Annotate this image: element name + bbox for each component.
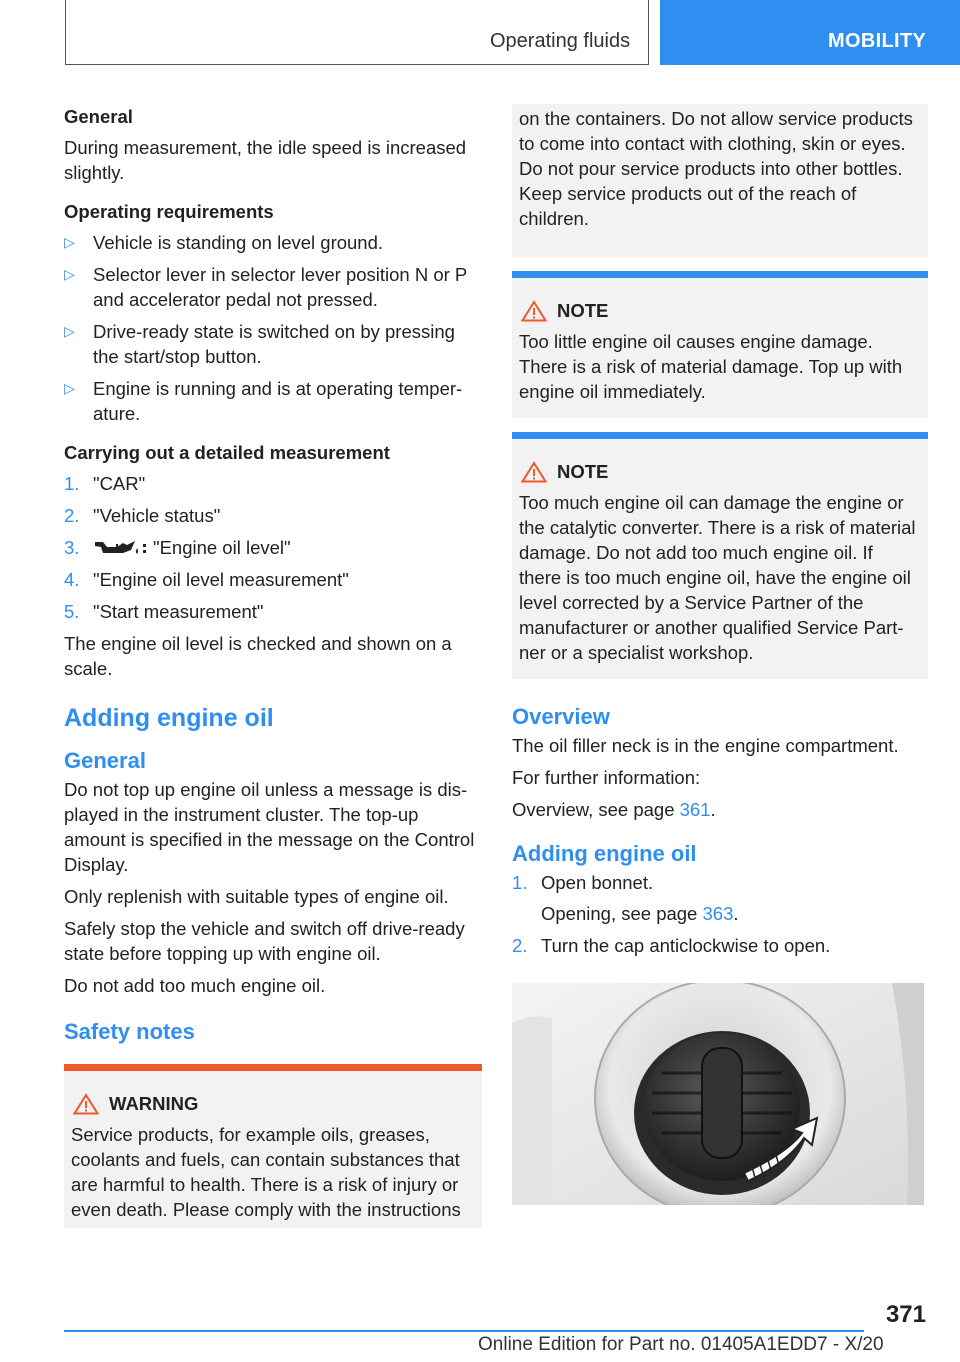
overview-text-2: For further information: xyxy=(512,767,701,788)
warning-triangle-icon xyxy=(521,461,547,483)
list-item: 3. "Engine oil level" xyxy=(64,537,291,558)
general-heading: General xyxy=(64,106,133,127)
overview-heading: Overview xyxy=(512,704,610,729)
note-box-1 xyxy=(512,271,928,418)
list-item: ▷ Vehicle is standing on level ground. xyxy=(64,232,384,253)
header-tab-label: MOBILITY xyxy=(828,30,926,52)
warning-label: WARNING xyxy=(109,1093,199,1114)
overview-text-3: Overview, see page 361. xyxy=(512,799,716,820)
list-item: 1. "CAR" xyxy=(64,473,146,494)
warning-continued-text: on the containers. Do not allow service products to come into contact with clothing, skin or eyes. Do not pour service products into other bottles. Keep service products out of the reach of children. xyxy=(519,108,913,229)
general2-text-2: Only replenish with suitable types of engine oil. xyxy=(64,886,449,907)
triangle-bullet-icon: ▷ xyxy=(64,380,75,396)
scale-text: The engine oil level is checked and shown on a scale. xyxy=(64,633,452,679)
list-item: 2. Turn the cap anticlockwise to open. xyxy=(512,935,831,956)
general2-text-3: Safely stop the vehicle and switch off drive-ready state before topping up with engine oil. xyxy=(64,918,465,964)
adding-oil-heading: Adding engine oil xyxy=(64,704,274,732)
triangle-bullet-icon: ▷ xyxy=(64,323,75,339)
requirements-heading: Operating requirements xyxy=(64,201,274,222)
adding-steps xyxy=(512,870,928,958)
general2-text-4: Do not add too much engine oil. xyxy=(64,975,326,996)
list-item: 4. "Engine oil level measurement" xyxy=(64,569,349,590)
note-text: Too much engine oil can damage the engine or the catalytic converter. There is a risk of material damage. Do not add too much engine oil. If there is too much engine oil, have the engine oil level corrected by a Service Partner of the manufacturer or another qualified Service Partner or a specialist workshop. xyxy=(519,492,916,663)
note-text: Too little engine oil causes engine damage. There is a risk of material damage. Top up with engine oil immediately. xyxy=(519,331,903,402)
triangle-bullet-icon: ▷ xyxy=(64,266,75,282)
warning-box xyxy=(64,1064,482,1228)
warning-continued-box xyxy=(512,104,928,257)
header-tab-mobility[interactable] xyxy=(660,0,960,65)
requirements-list xyxy=(64,230,482,426)
list-item: 5. "Start measurement" xyxy=(64,601,264,622)
safety-notes-heading: Safety notes xyxy=(64,1019,195,1044)
overview-text-1: The oil filler neck is in the engine compartment. xyxy=(512,735,899,756)
note-box-2 xyxy=(512,432,928,679)
measurement-steps xyxy=(64,471,482,624)
note-label: NOTE xyxy=(557,300,609,321)
oil-filler-cap-photo xyxy=(512,983,924,1205)
general2-heading: General xyxy=(64,748,146,773)
list-item: ▷ Drive-ready state is switched on by pressing the start/stop button. xyxy=(64,321,455,367)
footer-divider xyxy=(64,1330,864,1332)
note-header xyxy=(519,298,920,323)
detail-heading: Carrying out a detailed measurement xyxy=(64,442,390,463)
page-number: 371 xyxy=(885,1301,926,1328)
warning-text: Service products, for example oils, greases, coolants and fuels, can contain substances that are harmful to health. There is a risk of injury or even death. Please comply with the instructions xyxy=(71,1124,461,1220)
header-section-title: Operating fluids xyxy=(490,30,631,52)
page-link-363[interactable]: 363 xyxy=(702,903,734,924)
list-item: 2. "Vehicle status" xyxy=(64,505,221,526)
warning-header xyxy=(71,1091,474,1116)
list-item: ▷ Engine is running and is at operating temperature. xyxy=(64,378,463,424)
warning-triangle-icon xyxy=(73,1093,99,1115)
right-column xyxy=(512,104,928,1211)
list-item: ▷ Selector lever in selector lever position N or P and accelerator pedal not pressed. xyxy=(64,264,467,310)
edition-text: Online Edition for Part no. 01405A1EDD7 - X/20 xyxy=(478,1334,884,1355)
note-label: NOTE xyxy=(557,461,609,482)
note-header xyxy=(519,459,920,484)
list-item: 1. Open bonnet. Opening, see page 363. xyxy=(512,870,928,926)
left-column xyxy=(64,104,482,1228)
adding-oil-subheading: Adding engine oil xyxy=(512,841,697,866)
step-subtext: Opening, see page 363. xyxy=(541,903,739,924)
warning-triangle-icon xyxy=(521,300,547,322)
general-text: During measurement, the idle speed is increased slightly. xyxy=(64,137,467,183)
page-link-361[interactable]: 361 xyxy=(679,799,711,820)
triangle-bullet-icon: ▷ xyxy=(64,234,75,250)
oil-can-icon xyxy=(93,538,147,558)
general2-text-1: Do not top up engine oil unless a message is displayed in the instrument cluster. The top-up amount is specified in the message on the Control Display. xyxy=(64,779,475,875)
